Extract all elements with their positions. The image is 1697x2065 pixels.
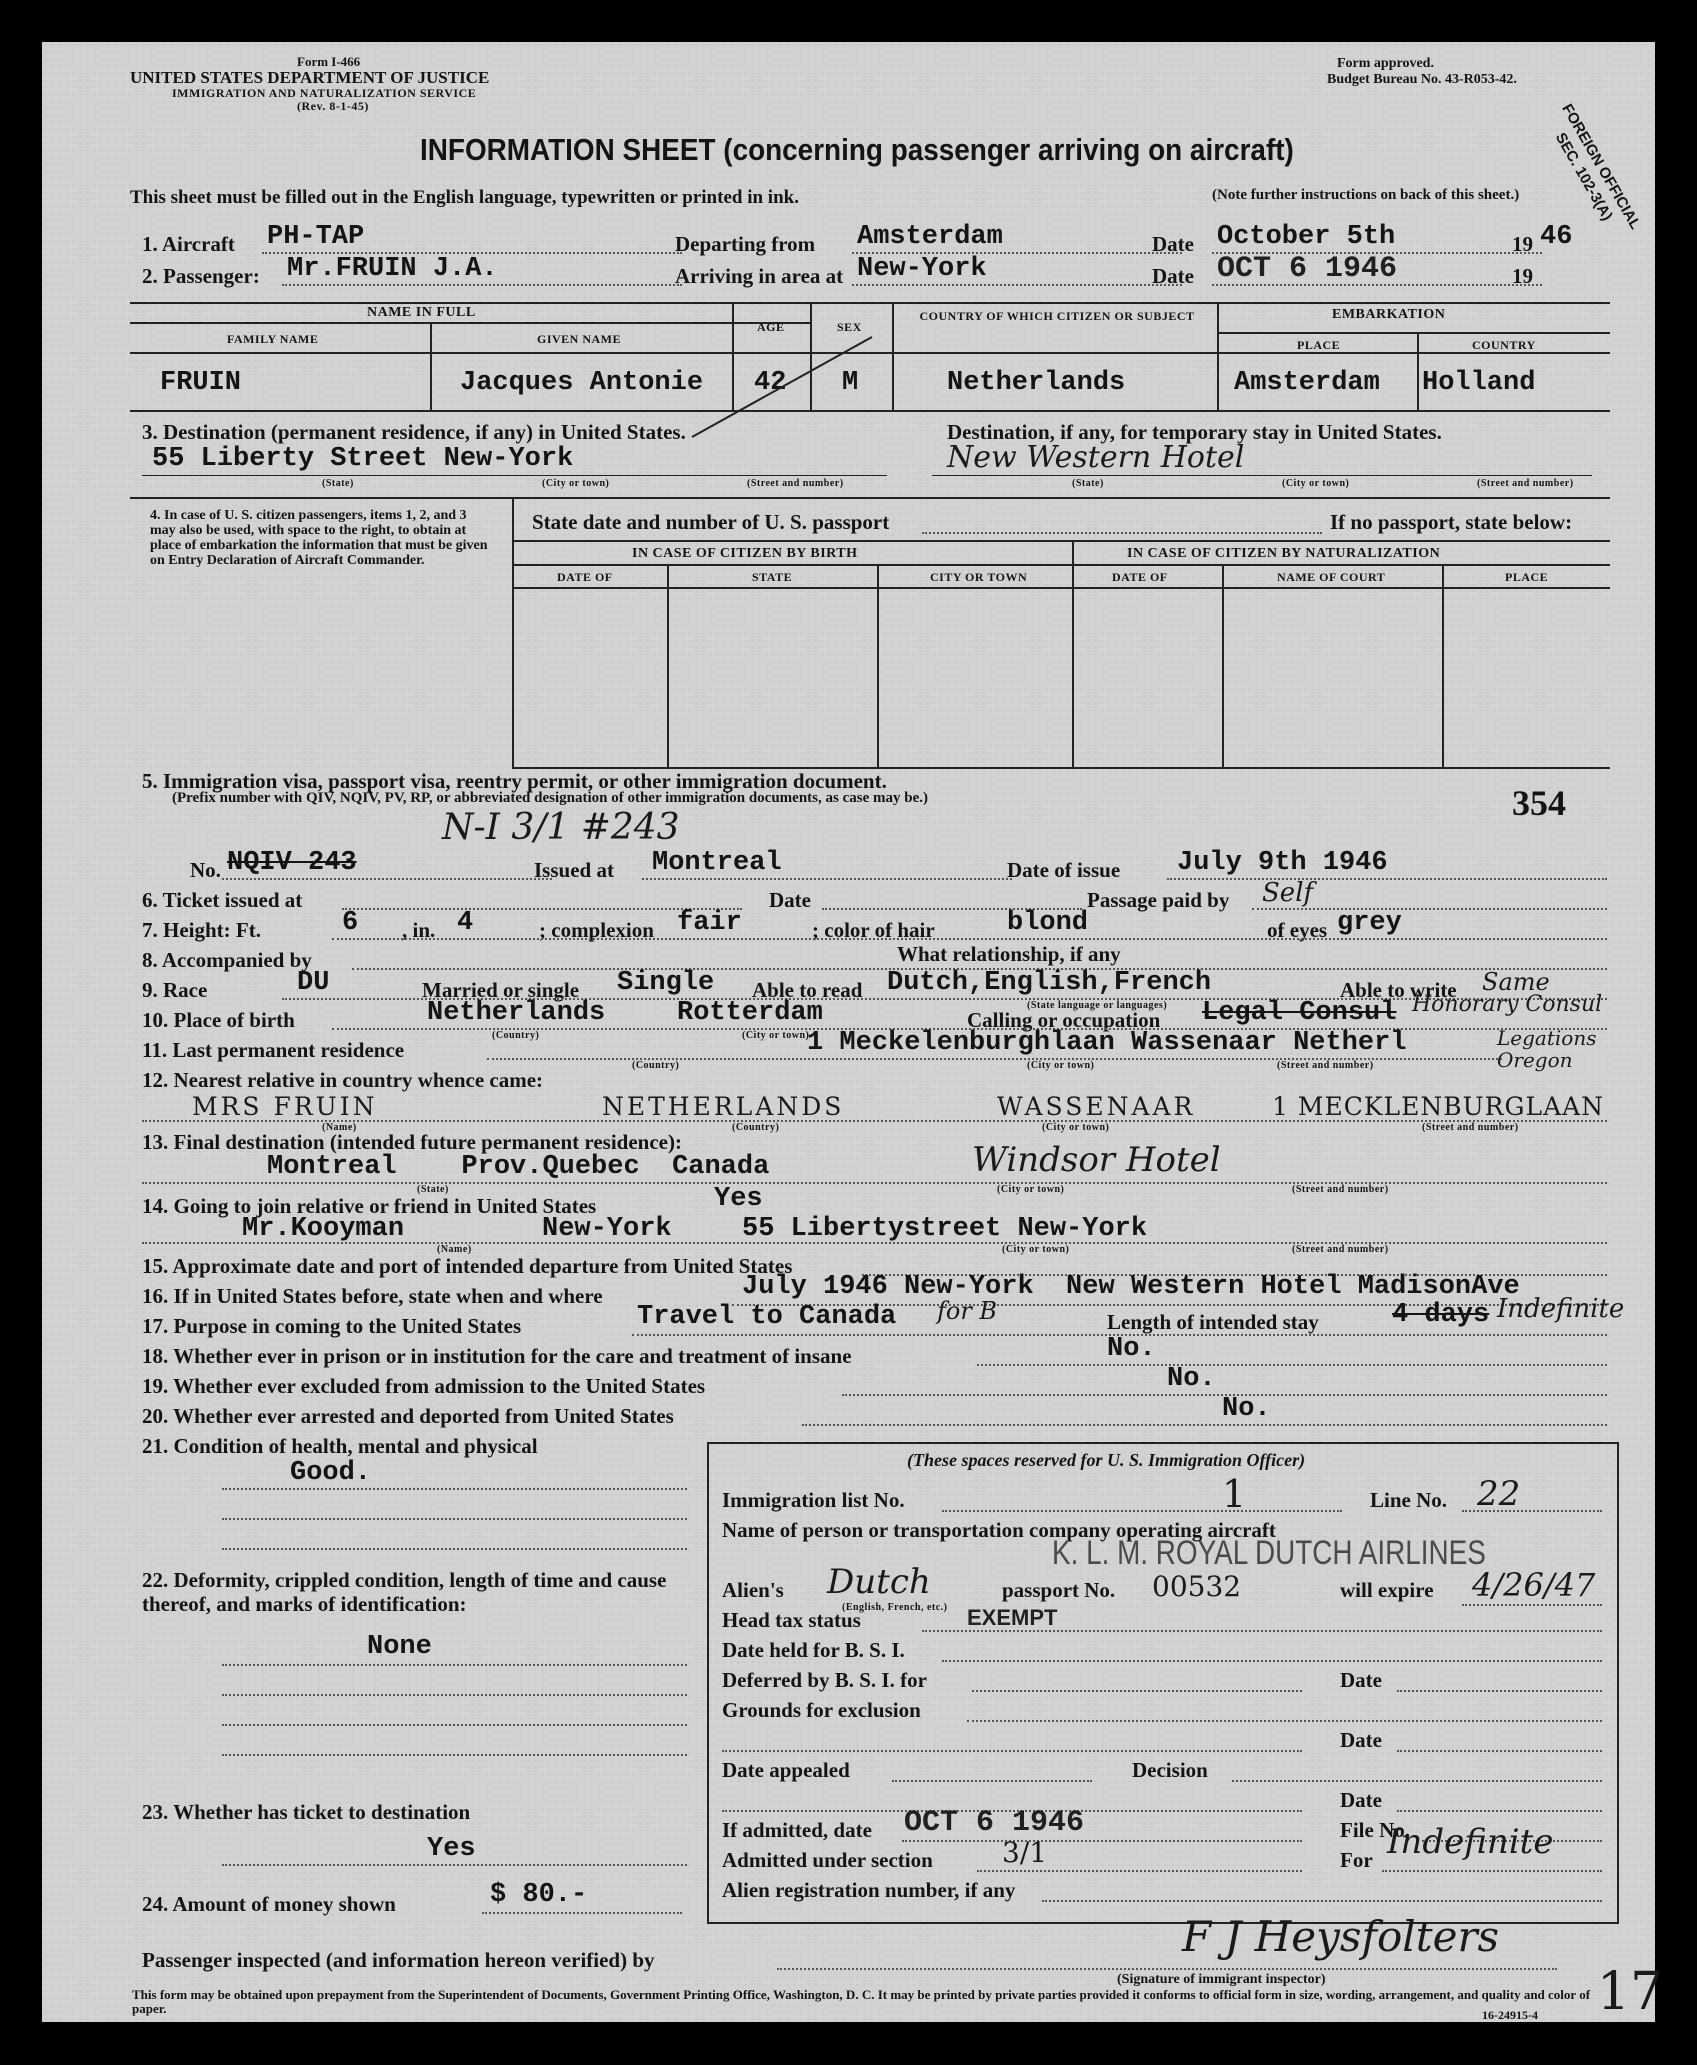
birth-state-header: STATE (752, 570, 793, 584)
admitted-date-stamp: OCT 6 1946 (904, 1806, 1085, 1840)
form-number: Form I-466 (297, 54, 361, 69)
temp-destination-label: Destination, if any, for temporary stay in United States. (947, 420, 1442, 444)
passenger-label: 2. Passenger: (142, 264, 260, 288)
prison-value: No. (1107, 1334, 1156, 1364)
information-sheet-document (42, 42, 1664, 2022)
final-destination-value: Montreal Prov.Quebec Canada (267, 1152, 770, 1182)
nearest-relative-label: 12. Nearest relative in country whence came: (142, 1068, 544, 1092)
immigration-document-label: 5. Immigration visa, passport visa, reentry permit, or other immigration document. (142, 769, 887, 793)
embarkation-header: EMBARKATION (1332, 307, 1446, 322)
money-label: 24. Amount of money shown (142, 1892, 396, 1916)
aliens-sub: (English, French, etc.) (842, 1602, 948, 1613)
hair-color-value: blond (1007, 908, 1089, 938)
date-of-issue-label: Date of issue (1007, 858, 1121, 882)
will-expire-hand: 4/26/47 (1472, 1566, 1596, 1604)
ticket-destination-label: 23. Whether has ticket to destination (142, 1800, 471, 1824)
form-title: INFORMATION SHEET (concerning passenger arriving on aircraft) (420, 132, 1294, 167)
married-label: Married or single (422, 978, 580, 1002)
head-tax-label: Head tax status (722, 1608, 861, 1632)
passage-paid-label: Passage paid by (1087, 888, 1230, 912)
sub-street-3: (Street and number) (747, 478, 844, 489)
sub-street-3b: (Street and number) (1477, 478, 1574, 489)
last-residence-value: 1 Meckelenburghlaan Wassenaar Netherl (807, 1028, 1407, 1058)
pen-strike-mark (682, 327, 882, 447)
department-name: UNITED STATES DEPARTMENT OF JUSTICE (130, 68, 490, 87)
friend-city-value: New-York (542, 1214, 672, 1244)
occupation-label: Calling or occupation (967, 1008, 1161, 1032)
passage-paid-hand: Self (1262, 878, 1314, 908)
join-relative-label: 14. Going to join relative or friend in United States (142, 1194, 597, 1218)
relative-street-hand: 1 MECKLENBURGLAAN (1272, 1092, 1605, 1121)
deported-label: 20. Whether ever arrested and deported from United States (142, 1404, 674, 1428)
prison-label: 18. Whether ever in prison or in institution for the care and treatment of insane (142, 1344, 852, 1368)
form-approved: Form approved. (1337, 56, 1434, 71)
item4-instructions: 4. In case of U. S. citizen passengers, items 1, 2, and 3 may also be used, with space to the right, to obtain at place of embarkation the information that must be given on Entry Declaration of Aircraft Commander. (150, 508, 488, 568)
given-name-header: GIVEN NAME (537, 332, 622, 346)
purpose-hand: for B (937, 1297, 998, 1325)
date-label-2: Date (1152, 264, 1194, 288)
relative-city-hand: WASSENAAR (997, 1092, 1196, 1121)
document-number-hand: N-I 3/1 #243 (442, 807, 680, 848)
money-value: $ 80.- (490, 1880, 588, 1910)
height-inches: 4 (457, 908, 474, 938)
by-birth-header: IN CASE OF CITIZEN BY BIRTH (632, 546, 858, 561)
line-no-label: Line No. (1370, 1488, 1448, 1512)
embarkation-country-value: Holland (1422, 368, 1536, 398)
inspected-by-label: Passenger inspected (and information hereon verified) by (142, 1948, 655, 1972)
hair-color-label: ; color of hair (812, 918, 935, 942)
alien-passport-label: passport No. (1002, 1578, 1116, 1602)
operator-company-label: Name of person or transportation company operating aircraft (722, 1518, 1276, 1542)
aliens-nationality-hand: Dutch (827, 1562, 931, 1602)
relative-country-hand: NETHERLANDS (602, 1092, 845, 1121)
place-header: PLACE (1297, 338, 1341, 352)
birth-country-value: Netherlands (427, 998, 606, 1028)
signature-caption: (Signature of immigrant inspector) (1117, 1972, 1326, 1987)
fine-print: This form may be obtained upon prepayment from the Superintendent of Documents, Government Printing Office, Washington, D. C. It may be printed by private parties provided it conforms to official form in size, wording, arrangement, and quality and color of paper. (132, 1987, 1591, 2016)
deformity-value: None (367, 1632, 432, 1662)
read-value: Dutch,English,French (887, 968, 1212, 998)
naturalization-place-header: PLACE (1505, 570, 1549, 584)
admitted-section-hand: 3/1 (1002, 1836, 1048, 1869)
deported-value: No. (1222, 1394, 1271, 1424)
height-feet: 6 (342, 908, 359, 938)
officer-box-title: (These spaces reserved for U. S. Immigration Officer) (907, 1450, 1306, 1470)
service-name: IMMIGRATION AND NATURALIZATION SERVICE (172, 86, 477, 100)
birth-city-header: CITY OR TOWN (930, 570, 1028, 584)
relationship-label: What relationship, if any (897, 942, 1121, 966)
name-of-court-header: NAME OF COURT (1277, 570, 1386, 584)
destination-value: 55 Liberty Street New-York (152, 444, 574, 474)
complexion-value: fair (677, 908, 742, 938)
year-prefix-1: 19 (1512, 232, 1533, 256)
document-no-label: No. (190, 858, 221, 882)
sub-city-14: (City or town) (1002, 1244, 1070, 1255)
immigration-list-label: Immigration list No. (722, 1488, 905, 1512)
immigration-document-sub: (Prefix number with QIV, NQIV, PV, RP, or abbreviated designation of other immigration documents, as case may be.) (172, 790, 928, 806)
sub-state-3b: (State) (1072, 478, 1104, 489)
decision-label: Decision (1132, 1758, 1208, 1782)
document-number-big: 354 (1512, 783, 1566, 823)
birth-city-value: Rotterdam (677, 998, 823, 1028)
date-label-1: Date (1152, 232, 1194, 256)
join-relative-answer: Yes (714, 1184, 763, 1214)
deferred-bsi-label: Deferred by B. S. I. for (722, 1668, 927, 1692)
date-appealed-label: Date appealed (722, 1758, 850, 1782)
exclusion-date-label: Date (1340, 1728, 1382, 1752)
airline-stamp: K. L. M. ROYAL DUTCH AIRLINES (1052, 1534, 1486, 1572)
final-destination-hand: Windsor Hotel (972, 1140, 1221, 1180)
occupation-value: Legal Consul (1202, 998, 1397, 1028)
sub-city-10: (City or town) (742, 1030, 810, 1041)
us-passport-label: State date and number of U. S. passport (532, 510, 890, 534)
for-hand: Indefinite (1387, 1822, 1554, 1862)
sub-street-13: (Street and number) (1292, 1184, 1389, 1195)
departure-year: 46 (1540, 222, 1573, 252)
height-label: 7. Height: Ft. (142, 918, 261, 942)
final-destination-label: 13. Final destination (intended future permanent residence): (142, 1130, 682, 1154)
language-sub: (State language or languages) (1027, 1000, 1168, 1011)
length-of-stay-label: Length of intended stay (1107, 1310, 1319, 1334)
last-residence-hand: Legations Oregon (1497, 1026, 1597, 1072)
health-label: 21. Condition of health, mental and physical (142, 1434, 538, 1458)
purpose-value: Travel to Canada (637, 1302, 897, 1332)
sub-state-3: (State) (322, 478, 354, 489)
departing-label: Departing from (675, 232, 816, 256)
line-no-hand: 22 (1477, 1474, 1521, 1514)
temp-destination-hand: New Western Hotel (947, 440, 1245, 475)
ticket-issued-label: 6. Ticket issued at (142, 888, 303, 912)
for-label: For (1340, 1848, 1373, 1872)
friend-street-value: 55 Libertystreet New-York (742, 1214, 1148, 1244)
held-bsi-label: Date held for B. S. I. (722, 1638, 905, 1662)
print-code: 16-24915-4 (1482, 2008, 1538, 2022)
sub-city-3b: (City or town) (1282, 478, 1350, 489)
by-naturalization-header: IN CASE OF CITIZEN BY NATURALIZATION (1127, 546, 1441, 561)
aliens-label: Alien's (722, 1578, 784, 1602)
alien-passport-hand: 00532 (1152, 1570, 1242, 1603)
birth-date-header: DATE OF (557, 570, 613, 584)
page-mark-hand: 17 (1597, 1962, 1664, 2022)
sub-city-13: (City or town) (997, 1184, 1065, 1195)
sex-header: SEX (837, 320, 862, 334)
age-value: 42 (754, 368, 787, 398)
excluded-label: 19. Whether ever excluded from admission to the United States (142, 1374, 706, 1398)
arrival-date-stamp: OCT 6 1946 (1217, 252, 1398, 286)
relative-name-hand: MRS FRUIN (192, 1092, 378, 1121)
friend-name-value: Mr.Kooyman (242, 1214, 405, 1244)
ticket-date-label: Date (769, 888, 811, 912)
document-no-value: NQIV 243 (227, 848, 357, 878)
year-prefix-2: 19 (1512, 264, 1533, 288)
destination-label: 3. Destination (permanent residence, if any) in United States. (142, 420, 686, 444)
length-of-stay-struck: 4 days (1392, 1300, 1490, 1330)
birthplace-label: 10. Place of birth (142, 1008, 295, 1032)
age-header: AGE (757, 320, 785, 334)
back-note: (Note further instructions on back of this sheet.) (1212, 187, 1520, 203)
grounds-exclusion-label: Grounds for exclusion (722, 1698, 921, 1722)
admitted-date-label: If admitted, date (722, 1818, 872, 1842)
height-inches-label: , in. (402, 918, 436, 942)
embarkation-place-value: Amsterdam (1234, 368, 1380, 398)
previous-visit-label: 16. If in United States before, state when and where (142, 1284, 603, 1308)
alien-registration-label: Alien registration number, if any (722, 1878, 1016, 1902)
issued-at-label: Issued at (534, 858, 614, 882)
name-in-full-header: NAME IN FULL (367, 305, 476, 320)
sub-state-13: (State) (417, 1184, 449, 1195)
head-tax-stamp: EXEMPT (967, 1605, 1058, 1630)
given-name-value: Jacques Antonie (460, 368, 704, 398)
accompanied-label: 8. Accompanied by (142, 948, 312, 972)
aircraft-label: 1. Aircraft (142, 232, 235, 256)
sub-country-10: (Country) (492, 1030, 540, 1041)
arriving-label: Arriving in area at (675, 264, 844, 288)
sub-city-12: (City or town) (1042, 1122, 1110, 1133)
issued-at-value: Montreal (652, 848, 782, 878)
excluded-value: No. (1167, 1364, 1216, 1394)
file-no-label: File No. (1340, 1818, 1410, 1842)
married-value: Single (617, 968, 715, 998)
occupation-hand: Honorary Consul (1412, 992, 1603, 1017)
citizen-value: Netherlands (947, 368, 1126, 398)
deferred-date-label: Date (1340, 1668, 1382, 1692)
will-expire-label: will expire (1340, 1578, 1434, 1602)
no-passport-label: If no passport, state below: (1330, 510, 1573, 534)
passenger-value: Mr.FRUIN J.A. (287, 254, 498, 284)
complexion-label: ; complexion (539, 918, 654, 942)
sub-city-3: (City or town) (542, 478, 610, 489)
ticket-destination-value: Yes (427, 1834, 476, 1864)
last-residence-label: 11. Last permanent residence (142, 1038, 405, 1062)
foreign-official-stamp: FOREIGN OFFICIAL SEC. 102-3(A) (1551, 101, 1644, 233)
departure-date: October 5th (1217, 222, 1396, 252)
departing-value: Amsterdam (857, 222, 1003, 252)
immigration-list-hand: 1 (1222, 1472, 1247, 1516)
family-name-value: FRUIN (160, 368, 242, 398)
sub-street-12: (Street and number) (1422, 1122, 1519, 1133)
length-of-stay-hand: Indefinite (1497, 1294, 1625, 1324)
write-hand: Same (1482, 968, 1550, 996)
family-name-header: FAMILY NAME (227, 332, 319, 346)
revision-date: (Rev. 8-1-45) (297, 99, 369, 113)
sex-value: M (842, 368, 859, 398)
naturalization-date-header: DATE OF (1112, 570, 1168, 584)
sub-country-12: (Country) (732, 1122, 780, 1133)
date-of-issue-value: July 9th 1946 (1177, 848, 1388, 878)
instruction-line: This sheet must be filled out in the English language, typewritten or printed in ink. (130, 187, 799, 208)
race-value: DU (297, 968, 330, 998)
decision-date-label: Date (1340, 1788, 1382, 1812)
previous-visit-value: July 1946 New-York New Western Hotel MadisonAve (742, 1272, 1520, 1302)
sub-country-11: (Country) (632, 1060, 680, 1071)
admitted-section-label: Admitted under section (722, 1848, 933, 1872)
sub-name-12: (Name) (322, 1122, 357, 1133)
race-label: 9. Race (142, 978, 208, 1002)
budget-bureau-number: Budget Bureau No. 43-R053-42. (1327, 72, 1517, 87)
sub-name-14: (Name) (437, 1244, 472, 1255)
country-header: COUNTRY (1472, 338, 1536, 352)
country-citizen-header: COUNTRY OF WHICH CITIZEN OR SUBJECT (919, 309, 1195, 323)
eyes-label: of eyes (1267, 918, 1328, 942)
purpose-label: 17. Purpose in coming to the United States (142, 1314, 522, 1338)
sub-street-14: (Street and number) (1292, 1244, 1389, 1255)
sub-city-11: (City or town) (1027, 1060, 1095, 1071)
departure-plan-label: 15. Approximate date and port of intended departure from United States (142, 1254, 793, 1278)
aircraft-value: PH-TAP (267, 222, 365, 252)
read-label: Able to read (752, 978, 863, 1002)
inspector-signature: F J Heysfolters (1182, 1912, 1500, 1961)
deformity-label: 22. Deformity, crippled condition, length of time and cause thereof, and marks of identification: (142, 1568, 667, 1616)
eyes-value: grey (1337, 908, 1402, 938)
health-value: Good. (290, 1458, 372, 1488)
sub-street-11: (Street and number) (1277, 1060, 1374, 1071)
arriving-value: New-York (857, 254, 987, 284)
write-label: Able to write (1340, 978, 1457, 1002)
